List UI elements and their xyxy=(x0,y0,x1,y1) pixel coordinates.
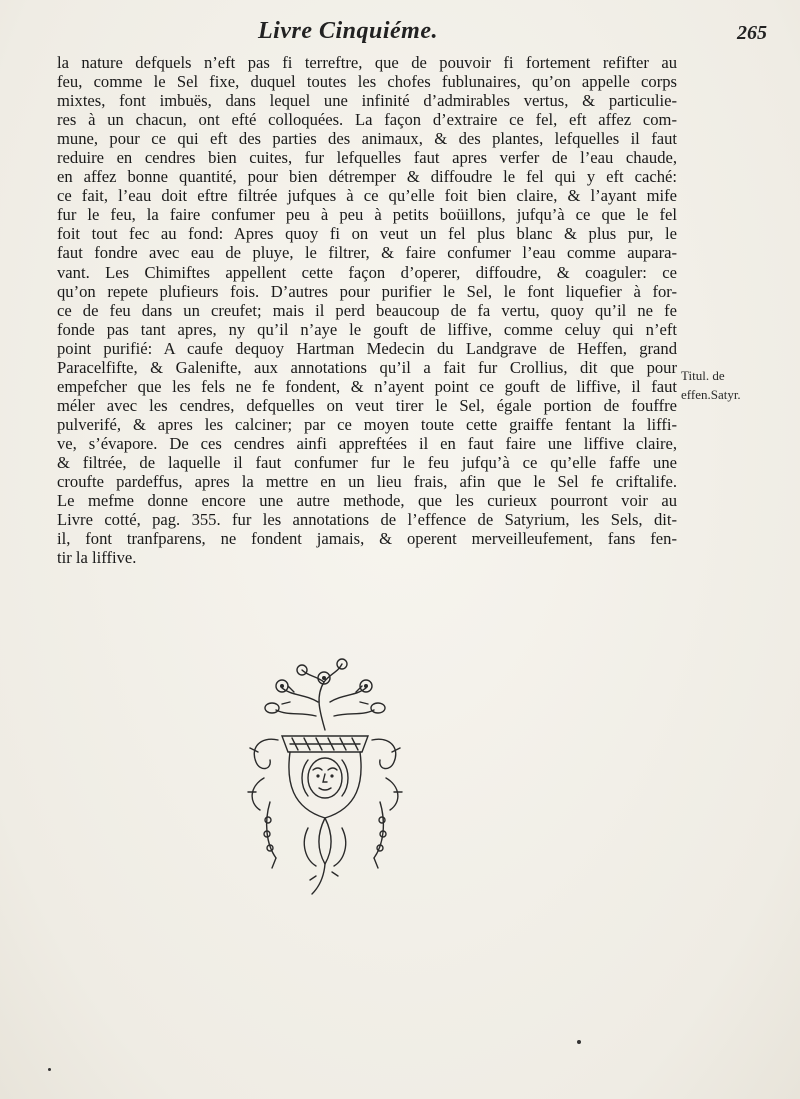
margin-note-title: Titul. de xyxy=(681,368,725,383)
text-line: pulverifé, & apres les calciner; par ce moyen toute cette graiffe fentant la liffi- xyxy=(57,414,677,434)
text-line: feu, comme le Sel fixe, duquel toutes les chofes fublunaires, qu’on appelle corps xyxy=(57,72,677,92)
text-line: & filtrée, de laquelle il faut confumer fur le feu jufqu’à ce qu’elle faffe une xyxy=(57,452,677,472)
text-line: ve, s’évapore. De ces cendres ainfi appreftées il en faut faire une liffive claire, xyxy=(57,433,677,453)
text-line: faut fondre avec eau de pluye, le filtrer, & faire confumer l’eau comme aupara- xyxy=(57,243,677,263)
text-line: point purifié: A caufe dequoy Hartman Medecin du Landgrave de Heffen, grand xyxy=(57,338,677,358)
text-line: Le mefme donne encore une autre methode, que les curieux pourront voir au xyxy=(57,491,677,511)
text-line: qu’on repete plufieurs fois. D’autres pour purifier le Sel, le font liquefier à for- xyxy=(57,281,677,301)
text-line: tir la liffive. xyxy=(57,548,137,568)
text-line: méler avec les cendres, defquelles on veut tirer le Sel, égale portion de fouffre xyxy=(57,395,677,415)
text-line: ce de feu dans un creufet; mais il perd beaucoup de fa vertu, quoy qu’il ne fe xyxy=(57,300,677,320)
text-line: empefcher que les fels ne fe fondent, & n’ayent point ce gouft de liffive, il faut xyxy=(57,376,677,396)
text-line: fonde pas tant apres, ny qu’il n’aye le gouft de liffive, comme celuy qui n’eft xyxy=(57,319,677,339)
flower-spray-icon xyxy=(265,659,385,730)
text-line: Paracelfifte, & Galenifte, aux annotations qu’il a fait fur Crollius, dit que pour xyxy=(57,357,677,377)
text-line: vant. Les Chimiftes appellent cette façon d’operer, diffoudre, & coaguler: ce xyxy=(57,262,677,282)
text-line: Livre cotté, pag. 355. fur les annotations de l’effence de Satyrium, les Sels, dit- xyxy=(57,510,677,530)
text-line: il, font tranfparens, ne fondent jamais, & operent merveilleufement, fans fen- xyxy=(57,529,677,549)
text-line: mune, pour ce qui eft des parties des animaux, & des plantes, lefquelles il faut xyxy=(57,129,677,149)
page-number: 265 xyxy=(737,22,767,44)
ink-speck xyxy=(577,1040,581,1044)
text-line: foit tout fec au fond: Apres quoy fi on veut un fel plus blanc & plus pur, le xyxy=(57,224,677,244)
floral-vignette xyxy=(220,652,430,900)
text-line: fur le feu, la faire confumer peu à peu à petits boüillons, jufqu’à ce que le fel xyxy=(57,205,677,225)
ink-speck xyxy=(48,1068,51,1071)
text-line: ce fait, l’eau doit eftre filtrée jufques à ce qu’elle foit bien claire, & l’ayant mife xyxy=(57,186,677,206)
text-line: reduire en cendres bien cuites, fur lefquelles faut apres verfer de l’eau chaude, xyxy=(57,148,677,168)
text-line: croufte pardeffus, apres la mettre en un lieu frais, afin que le Sel fe criftalife. xyxy=(57,472,677,492)
margin-note-reference: effen.Satyr. xyxy=(681,387,741,402)
text-line: la nature defquels n’eft pas fi terreftre, que de pouvoir fi fortement refifter au xyxy=(57,53,677,72)
running-head: Livre Cinquiéme. xyxy=(258,18,438,44)
body-text xyxy=(57,53,677,567)
text-line: mixtes, font imbuës, dans lequel une infinité d’admirables vertus, & particulie- xyxy=(57,91,677,111)
basket-icon xyxy=(282,736,368,818)
pendant-icon xyxy=(304,818,345,894)
text-line: res à un chacun, ont efté colloquées. La façon d’extraire ce fel, eft affez com- xyxy=(57,110,677,130)
text-line: en affez bonne quantité, pour bien détremper & diffoudre le fel qui y eft caché: xyxy=(57,167,677,187)
mask-face-icon xyxy=(302,758,348,798)
festoon-icon xyxy=(264,802,386,868)
